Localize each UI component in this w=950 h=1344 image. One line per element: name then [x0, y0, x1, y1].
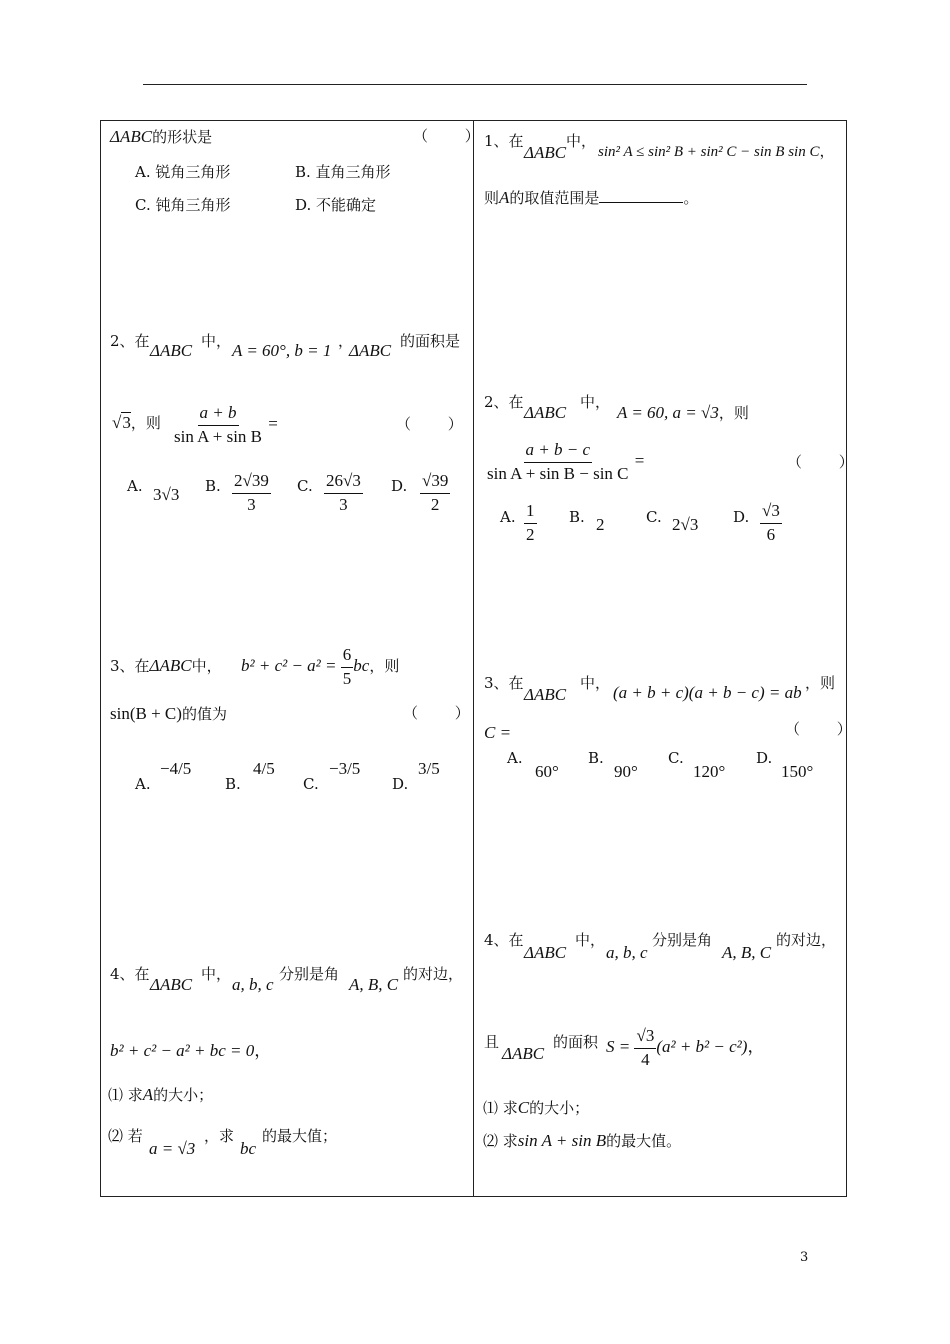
right-q4-triangle: ΔABC — [524, 943, 567, 962]
right-q3-ze: ，则 — [805, 674, 836, 692]
left-q4-part2-text: 的最大值； — [262, 1127, 338, 1145]
left-q4-part2-label: ⑵ 若 — [108, 1127, 143, 1145]
left-q2-cond: A = 60°, b = 1 — [232, 341, 332, 360]
right-q3-opt-d-label: D. — [756, 749, 773, 767]
left-q0-option-c: C. 钝角三角形 — [135, 196, 231, 214]
left-q2-area-text: 的面积是 — [400, 332, 461, 350]
right-q2-opt-d-label: D. — [733, 508, 750, 526]
right-q3-opt-d: 150° — [781, 762, 814, 781]
left-q2-opt-d: $\frac{√39}{2}$ — [422, 471, 449, 514]
left-q2-opt-c: $\frac{26√3}{3}$ — [326, 471, 361, 514]
column-divider — [473, 120, 474, 1197]
right-q2-zhong: 中， — [580, 393, 611, 411]
right-q3-var: C = — [484, 723, 512, 742]
right-q2-opt-b-label: B. — [569, 508, 585, 526]
left-q4-duibian: 的对边， — [403, 965, 464, 983]
left-q3-opt-c: −3/5 — [329, 759, 361, 778]
left-q3-equation: b² + c² − a² = $\frac{6}{5}$ bc，则 — [241, 645, 400, 688]
right-q2-opt-c: 2√3 — [672, 515, 699, 534]
right-q1-zhong: 中， — [566, 132, 597, 150]
left-q0-stem: ΔABC的形状是 — [110, 127, 213, 146]
left-q2-opt-b: $\frac{2√39}{3}$ — [234, 471, 269, 514]
right-q2-triangle: ΔABC — [524, 403, 567, 422]
left-q2-answer-paren: （ ） — [396, 415, 479, 433]
right-q2-opt-a: $\frac{1}{2}$ — [526, 501, 535, 544]
right-q1-line2: 则A的取值范围是 。 — [484, 188, 699, 207]
left-q2-opt-c-label: C. — [297, 477, 313, 495]
right-q2-opt-d: $\frac{√3}{6}$ — [762, 501, 780, 544]
left-q4-part2-cond: a = √3 — [149, 1139, 196, 1158]
left-q3-opt-b-label: B. — [225, 775, 241, 793]
left-q4-fenbie: 分别是角 — [279, 965, 340, 983]
left-q2-fraction: $\frac{a + b}{\text{sin A + sin B}}$ = — [174, 403, 278, 446]
left-q4-sides: a, b, c — [232, 975, 274, 994]
right-q3-cond: (a + b + c)(a + b − c) = ab — [613, 683, 802, 702]
left-q2-area-tri: ΔABC — [349, 341, 392, 360]
left-q4-part1: ⑴ 求A的大小； — [108, 1085, 214, 1104]
left-q4-part2-var: bc — [240, 1139, 257, 1158]
left-q3-opt-b: 4/5 — [253, 759, 275, 778]
right-q4-area-text: 的面积 — [553, 1033, 599, 1051]
right-q4-part1: ⑴ 求C的大小； — [483, 1098, 590, 1117]
right-q4-prefix: 4、在 — [484, 931, 524, 949]
left-q3-opt-a: −4/5 — [160, 759, 192, 778]
left-q2-zhong: 中， — [201, 332, 232, 350]
left-q0-option-a: A. 锐角三角形 — [135, 163, 231, 181]
left-q4-prefix: 4、在 — [110, 965, 150, 983]
right-q3-triangle: ΔABC — [524, 685, 567, 704]
left-q4-zhong: 中， — [201, 965, 232, 983]
right-q4-zhong: 中， — [575, 931, 606, 949]
right-q1-condition: sin² A ≤ sin² B + sin² C − sin B sin C， — [598, 144, 835, 160]
left-q2-opt-b-label: B. — [205, 477, 221, 495]
right-q3-answer-paren: （ ） — [785, 720, 868, 738]
right-q1-prefix: 1、在 — [484, 132, 524, 150]
right-q2-opt-c-label: C. — [646, 508, 662, 526]
left-q2-stem: 2、在 — [110, 332, 150, 350]
left-q2-triangle: ΔABC — [150, 341, 193, 360]
right-q2-answer-paren: （ ） — [787, 453, 870, 471]
right-q4-area-formula: S = $\frac{√3}{4}$ (a² + b² − c²)， — [606, 1026, 765, 1069]
right-q2-opt-b: 2 — [596, 515, 605, 534]
right-q3-opt-a: 60° — [535, 762, 559, 781]
left-q0-option-d: D. 不能确定 — [295, 196, 377, 214]
left-q4-condition: b² + c² − a² + bc = 0， — [110, 1041, 272, 1060]
left-q4-triangle: ΔABC — [150, 975, 193, 994]
right-q3-prefix: 3、在 — [484, 674, 524, 692]
left-q3-opt-d: 3/5 — [418, 759, 440, 778]
left-q3-answer-paren: （ ） — [403, 704, 486, 722]
right-q4-area-tri: ΔABC — [502, 1044, 545, 1063]
header-rule — [143, 84, 807, 85]
left-q2-opt-a-label: A. — [127, 477, 143, 495]
right-q2-cond: A = 60, a = √3，则 — [617, 403, 749, 422]
right-q3-zhong: 中， — [580, 674, 611, 692]
left-q3-stem: 3、在ΔABC中， — [110, 656, 222, 675]
left-q2-opt-d-label: D. — [391, 477, 408, 495]
left-q0-option-b: B. 直角三角形 — [295, 163, 391, 181]
right-q4-fenbie: 分别是角 — [652, 931, 713, 949]
right-q3-opt-a-label: A. — [507, 749, 523, 767]
right-q3-opt-b-label: B. — [588, 749, 604, 767]
left-q4-part2-mid: ，求 — [204, 1127, 235, 1145]
left-q3-opt-c-label: C. — [303, 775, 319, 793]
left-q4-angles: A, B, C — [349, 975, 399, 994]
left-q3-opt-d-label: D. — [392, 775, 409, 793]
page-number: 3 — [800, 1250, 809, 1265]
right-q2-opt-a-label: A. — [500, 508, 516, 526]
right-q4-part2: ⑵ 求sin A + sin B的最大值。 — [483, 1131, 682, 1150]
right-q2-prefix: 2、在 — [484, 393, 524, 411]
left-q0-answer-paren: （ ） — [413, 127, 496, 145]
right-q3-opt-b: 90° — [614, 762, 638, 781]
right-q3-opt-c-label: C. — [668, 749, 684, 767]
right-q2-fraction: $\frac{a + b - c}{\text{sin A + sin B − sin C}}$ = — [487, 440, 645, 483]
left-q2-opt-a: 3√3 — [153, 485, 180, 504]
right-q4-qie: 且 — [484, 1033, 500, 1051]
left-q3-line2: sin(B + C)的值为 — [110, 704, 227, 723]
right-q1-triangle: ΔABC — [524, 143, 567, 162]
right-q3-opt-c: 120° — [693, 762, 726, 781]
right-q1-answer-blank[interactable] — [599, 190, 683, 203]
left-q2-area-value: √3，则 — [112, 413, 161, 432]
right-q4-angles: A, B, C — [722, 943, 772, 962]
right-q4-sides: a, b, c — [606, 943, 648, 962]
right-q4-duibian: 的对边， — [776, 931, 837, 949]
left-q3-opt-a-label: A. — [135, 775, 151, 793]
left-q2-comma: ， — [338, 332, 354, 350]
